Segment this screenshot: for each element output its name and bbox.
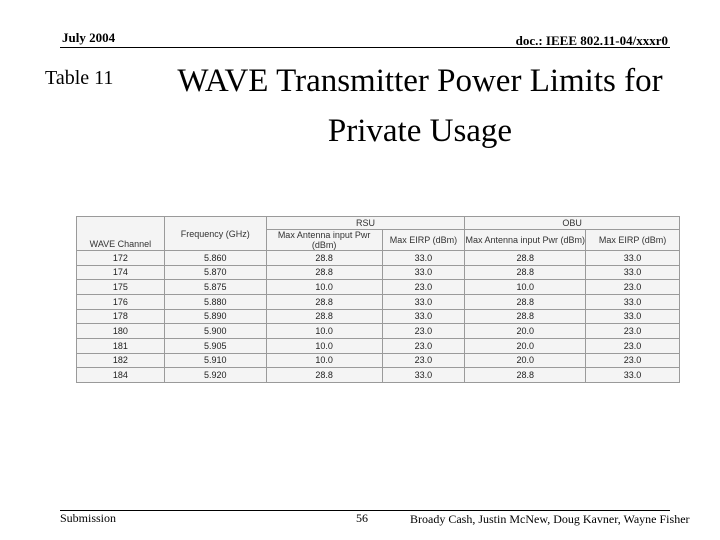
cell-rsu-antenna-power: 28.8	[266, 294, 382, 309]
col-header-rsu-eirp: Max EIRP (dBm)	[382, 230, 465, 251]
cell-rsu-antenna-power: 28.8	[266, 265, 382, 280]
cell-rsu-antenna-power: 10.0	[266, 338, 382, 353]
cell-obu-antenna-power: 20.0	[465, 338, 586, 353]
footer-authors: Broady Cash, Justin McNew, Doug Kavner, Wayne Fisher	[410, 512, 690, 526]
cell-obu-eirp: 33.0	[586, 251, 680, 266]
cell-obu-antenna-power: 10.0	[465, 280, 586, 295]
cell-obu-eirp: 33.0	[586, 309, 680, 324]
cell-frequency: 5.890	[164, 309, 266, 324]
slide-title-line2: Private Usage	[327, 113, 513, 149]
table-row	[77, 294, 680, 309]
col-header-obu-antenna-power: Max Antenna input Pwr (dBm)	[465, 230, 586, 251]
cell-channel: 181	[77, 338, 165, 353]
cell-obu-eirp: 23.0	[586, 338, 680, 353]
header-date: July 2004	[62, 30, 116, 45]
cell-obu-eirp: 33.0	[586, 368, 680, 383]
cell-obu-eirp: 33.0	[586, 265, 680, 280]
cell-rsu-antenna-power: 10.0	[266, 353, 382, 368]
table-row	[77, 265, 680, 280]
table-row	[77, 368, 680, 383]
cell-frequency: 5.920	[164, 368, 266, 383]
slide-title-line1: WAVE Transmitter Power Limits for	[177, 63, 663, 99]
cell-channel: 182	[77, 353, 165, 368]
cell-frequency: 5.860	[164, 251, 266, 266]
cell-rsu-antenna-power: 10.0	[266, 324, 382, 339]
cell-rsu-eirp: 33.0	[382, 309, 465, 324]
cell-obu-antenna-power: 28.8	[465, 368, 586, 383]
table-row	[77, 309, 680, 324]
cell-rsu-antenna-power: 28.8	[266, 368, 382, 383]
cell-rsu-eirp: 23.0	[382, 338, 465, 353]
cell-channel: 175	[77, 280, 165, 295]
power-limits-table	[76, 216, 680, 383]
cell-rsu-eirp: 23.0	[382, 353, 465, 368]
table-row	[77, 353, 680, 368]
cell-rsu-eirp: 23.0	[382, 324, 465, 339]
header-doc-id: doc.: IEEE 802.11-04/xxxr0	[515, 33, 668, 48]
cell-rsu-eirp: 33.0	[382, 294, 465, 309]
cell-frequency: 5.870	[164, 265, 266, 280]
cell-rsu-eirp: 33.0	[382, 265, 465, 280]
col-header-rsu-antenna-power: Max Antenna input Pwr (dBm)	[266, 230, 382, 251]
cell-obu-eirp: 23.0	[586, 353, 680, 368]
cell-channel: 174	[77, 265, 165, 280]
cell-frequency: 5.910	[164, 353, 266, 368]
table-label: Table 11	[45, 67, 114, 89]
cell-obu-eirp: 23.0	[586, 324, 680, 339]
cell-frequency: 5.880	[164, 294, 266, 309]
cell-channel: 172	[77, 251, 165, 266]
table-row	[77, 251, 680, 266]
cell-frequency: 5.905	[164, 338, 266, 353]
col-header-frequency: Frequency (GHz)	[164, 217, 266, 251]
cell-obu-antenna-power: 20.0	[465, 324, 586, 339]
cell-obu-eirp: 33.0	[586, 294, 680, 309]
cell-rsu-eirp: 33.0	[382, 368, 465, 383]
cell-frequency: 5.900	[164, 324, 266, 339]
footer-submission: Submission	[60, 511, 117, 525]
col-header-obu-eirp: Max EIRP (dBm)	[586, 230, 680, 251]
cell-obu-antenna-power: 28.8	[465, 265, 586, 280]
cell-obu-antenna-power: 28.8	[465, 294, 586, 309]
page-number: 56	[356, 511, 368, 525]
cell-rsu-antenna-power: 10.0	[266, 280, 382, 295]
cell-rsu-antenna-power: 28.8	[266, 309, 382, 324]
power-limits-table-container	[76, 216, 680, 383]
cell-obu-antenna-power: 20.0	[465, 353, 586, 368]
table-row	[77, 280, 680, 295]
cell-rsu-eirp: 33.0	[382, 251, 465, 266]
cell-rsu-antenna-power: 28.8	[266, 251, 382, 266]
col-header-channel: WAVE Channel	[77, 217, 165, 251]
cell-frequency: 5.875	[164, 280, 266, 295]
header-divider	[60, 47, 670, 48]
cell-channel: 180	[77, 324, 165, 339]
group-header-obu: OBU	[465, 217, 680, 230]
cell-rsu-eirp: 23.0	[382, 280, 465, 295]
cell-obu-antenna-power: 28.8	[465, 251, 586, 266]
cell-channel: 176	[77, 294, 165, 309]
cell-obu-antenna-power: 28.8	[465, 309, 586, 324]
slide-title	[140, 56, 700, 156]
cell-channel: 184	[77, 368, 165, 383]
cell-channel: 178	[77, 309, 165, 324]
table-row	[77, 338, 680, 353]
table-row	[77, 324, 680, 339]
cell-obu-eirp: 23.0	[586, 280, 680, 295]
group-header-rsu: RSU	[266, 217, 465, 230]
